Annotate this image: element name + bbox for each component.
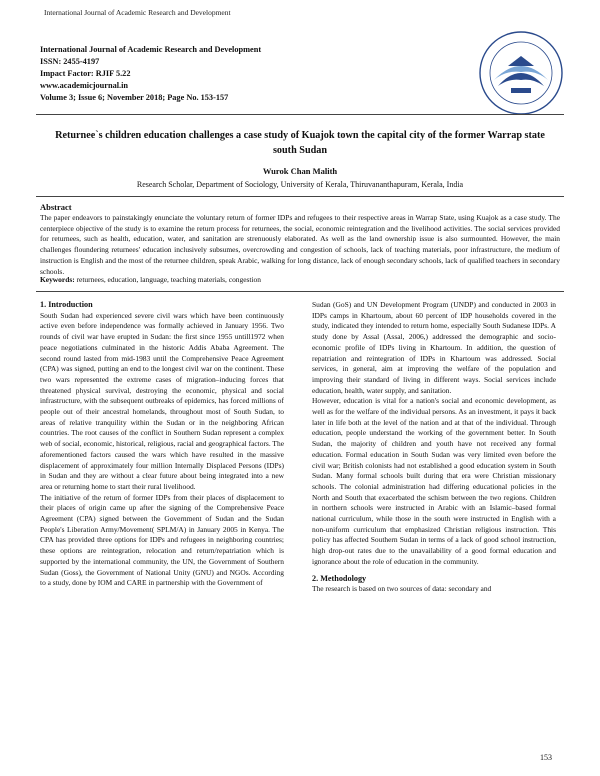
paragraph: The research is based on two sources of data: secondary and <box>312 584 492 594</box>
paragraph: The initiative of the return of former IDPs from their places of displacement to their places of origin came up after the signing of the Comprehensive Peace Agreement (CPA) signed between the Government of Sudan and the Sudan People's Liberation Army/Movement( SPLM/A) in January 2005 in Kenya. The CPA has provided three options for IDPs and refugees in neighboring countries; these options are reintegration, relocation and return/repatriation which is supported by the international community, the UN, the Government of Southern Sudan (Goss), the Government of National Unity (GNU) and NGOs. According to a study, done by IOM and CARE in partnership with the Government of <box>40 492 284 588</box>
abstract-text: The paper endeavors to painstakingly enunciate the voluntary return of former IDPs and refugees to their respective areas in Warrap State, using Kuajok as a case study. The centerpiece objective of the study is to examine the return process for returnees, the social, economic reintegration and the livelihood activities. The social services provided for returnees, such as health, education, water, and sanitation are strenuously elaborated. As well as the land ownership issue is also surmounted. However, the main challenges floundering returnees' education inclusively subsumes, overcrowding and congestion of schools, lack of teaching materials, poor infrastructure, the medium of instruction is English and the most of the returnee children, speak Arabic, walking for long distance, lack of enough secondary schools, lack of qualified teachers in secondary schools. <box>40 213 560 276</box>
journal-issn: ISSN: 2455-4197 <box>40 57 100 66</box>
article-title: Returnee`s children education challenges a case study of Kuajok town the capital city of the former Warrap state south Sudan <box>55 130 545 156</box>
right-column <box>312 300 556 595</box>
journal-info <box>40 44 261 104</box>
keywords-label: Keywords: <box>40 275 75 284</box>
paragraph: South Sudan had experienced severe civil wars which have been continuously active even before independence was formally achieved in January 1956. Two rounds of civil war have erupted in Sudan: the first since 1955 untill1972 when peace negotiations culminated in the historic Addis Ababa Agreement. The second round lasted from mid-1983 until the Comprehensive Peace Agreement (CPA) was signed, putting an end to the longest civil war on the continent. These two wars represented the extreme cases of migration–inducing forces that threatened physical survival, destroying the economic, physical and social infrastructure, with the subsequent outbreaks of epidemics, has forced millions of people out of their ancestral homelands, throughout most of South Sudan, to areas of relative tranquility within the Sudan or in the neighboring African countries. The root causes of the conflict in Southern Sudan represent a complex web of social, economic, historical, religious, racial and geographical factors. The aforementioned factors caused the wars which have resulted in the massive displacement of approximately four million Internally Displaced Persons (IDPs) in Sudan and they are without a clear future about being integrated into a new area or returning home to start their rural livelihood. <box>40 310 284 491</box>
keywords-text: returnees, education, language, teaching materials, congestion <box>76 275 261 284</box>
paragraph: Sudan (GoS) and UN Development Program (UNDP) and conducted in 2003 in IDPs camps in Khartoum, about 60 percent of IDP households covered in the study, indicated they intended to return home, especially South Sudanese IDPs. A study done by Assal (Assal, 2006,) addressed the demographic and socio-economic profile of IDPs living in Khartoum. In addition, the question of repatriation and reintegration of IDPs in Khartoum was addressed. Social services, in general, aim at improving the welfare of the population and improving their standard of living in different ways. Social services include education, health, water supply, and sanitation. <box>312 300 556 395</box>
page-number: 153 <box>540 753 552 762</box>
journal-volume: Volume 3; Issue 6; November 2018; Page No. 153-157 <box>40 93 229 102</box>
author-affiliation: Research Scholar, Department of Sociology, University of Kerala, Thiruvananthapuram, Kerala, India <box>136 180 464 189</box>
running-header: International Journal of Academic Research and Development <box>44 8 231 17</box>
abstract-heading: Abstract <box>40 202 72 212</box>
journal-url: www.academicjournal.in <box>40 81 129 90</box>
journal-name: International Journal of Academic Research and Development <box>40 45 262 54</box>
journal-impact-factor: Impact Factor: RJIF 5.22 <box>40 69 131 78</box>
left-column <box>40 300 284 589</box>
section-heading-introduction: 1. Introduction <box>40 300 93 309</box>
keywords <box>40 275 560 284</box>
title-divider <box>36 196 564 197</box>
journal-logo-icon <box>478 30 564 116</box>
section-heading-methodology: 2. Methodology <box>312 573 367 583</box>
keywords-divider <box>36 291 564 292</box>
article-author: Wurok Chan Malith <box>262 166 338 176</box>
header-divider <box>36 114 564 115</box>
paragraph: However, education is vital for a nation's social and economic development, as well as for the welfare of the individual persons. As an investment, it pays it back later in life both at the level of the nation and at that of the individual. Through education, people understand the working of the government better. In South Sudan, the majority of children and youth have not received any formal education. Formal education in South Sudan was very limited even before the civil war; British colonists had not established a good education system in South Sudan. Many formal schools built during that era were Christian missionary schools. The colonial administration had differing educational policies in the North and South that exacerbated the schism between the two regions. Children in northern schools were instructed in Arabic with an Islamic–based formal national curriculum, while those in the south were instructed in English with a non-uniform curriculum that emphasized Christian religious instruction. This policy has affected Southern Sudan in terms of a lack of good school instruction, high drop-out rates due to the unavailability of a good formal education and ignorance about the role of education in the community. <box>312 396 556 566</box>
